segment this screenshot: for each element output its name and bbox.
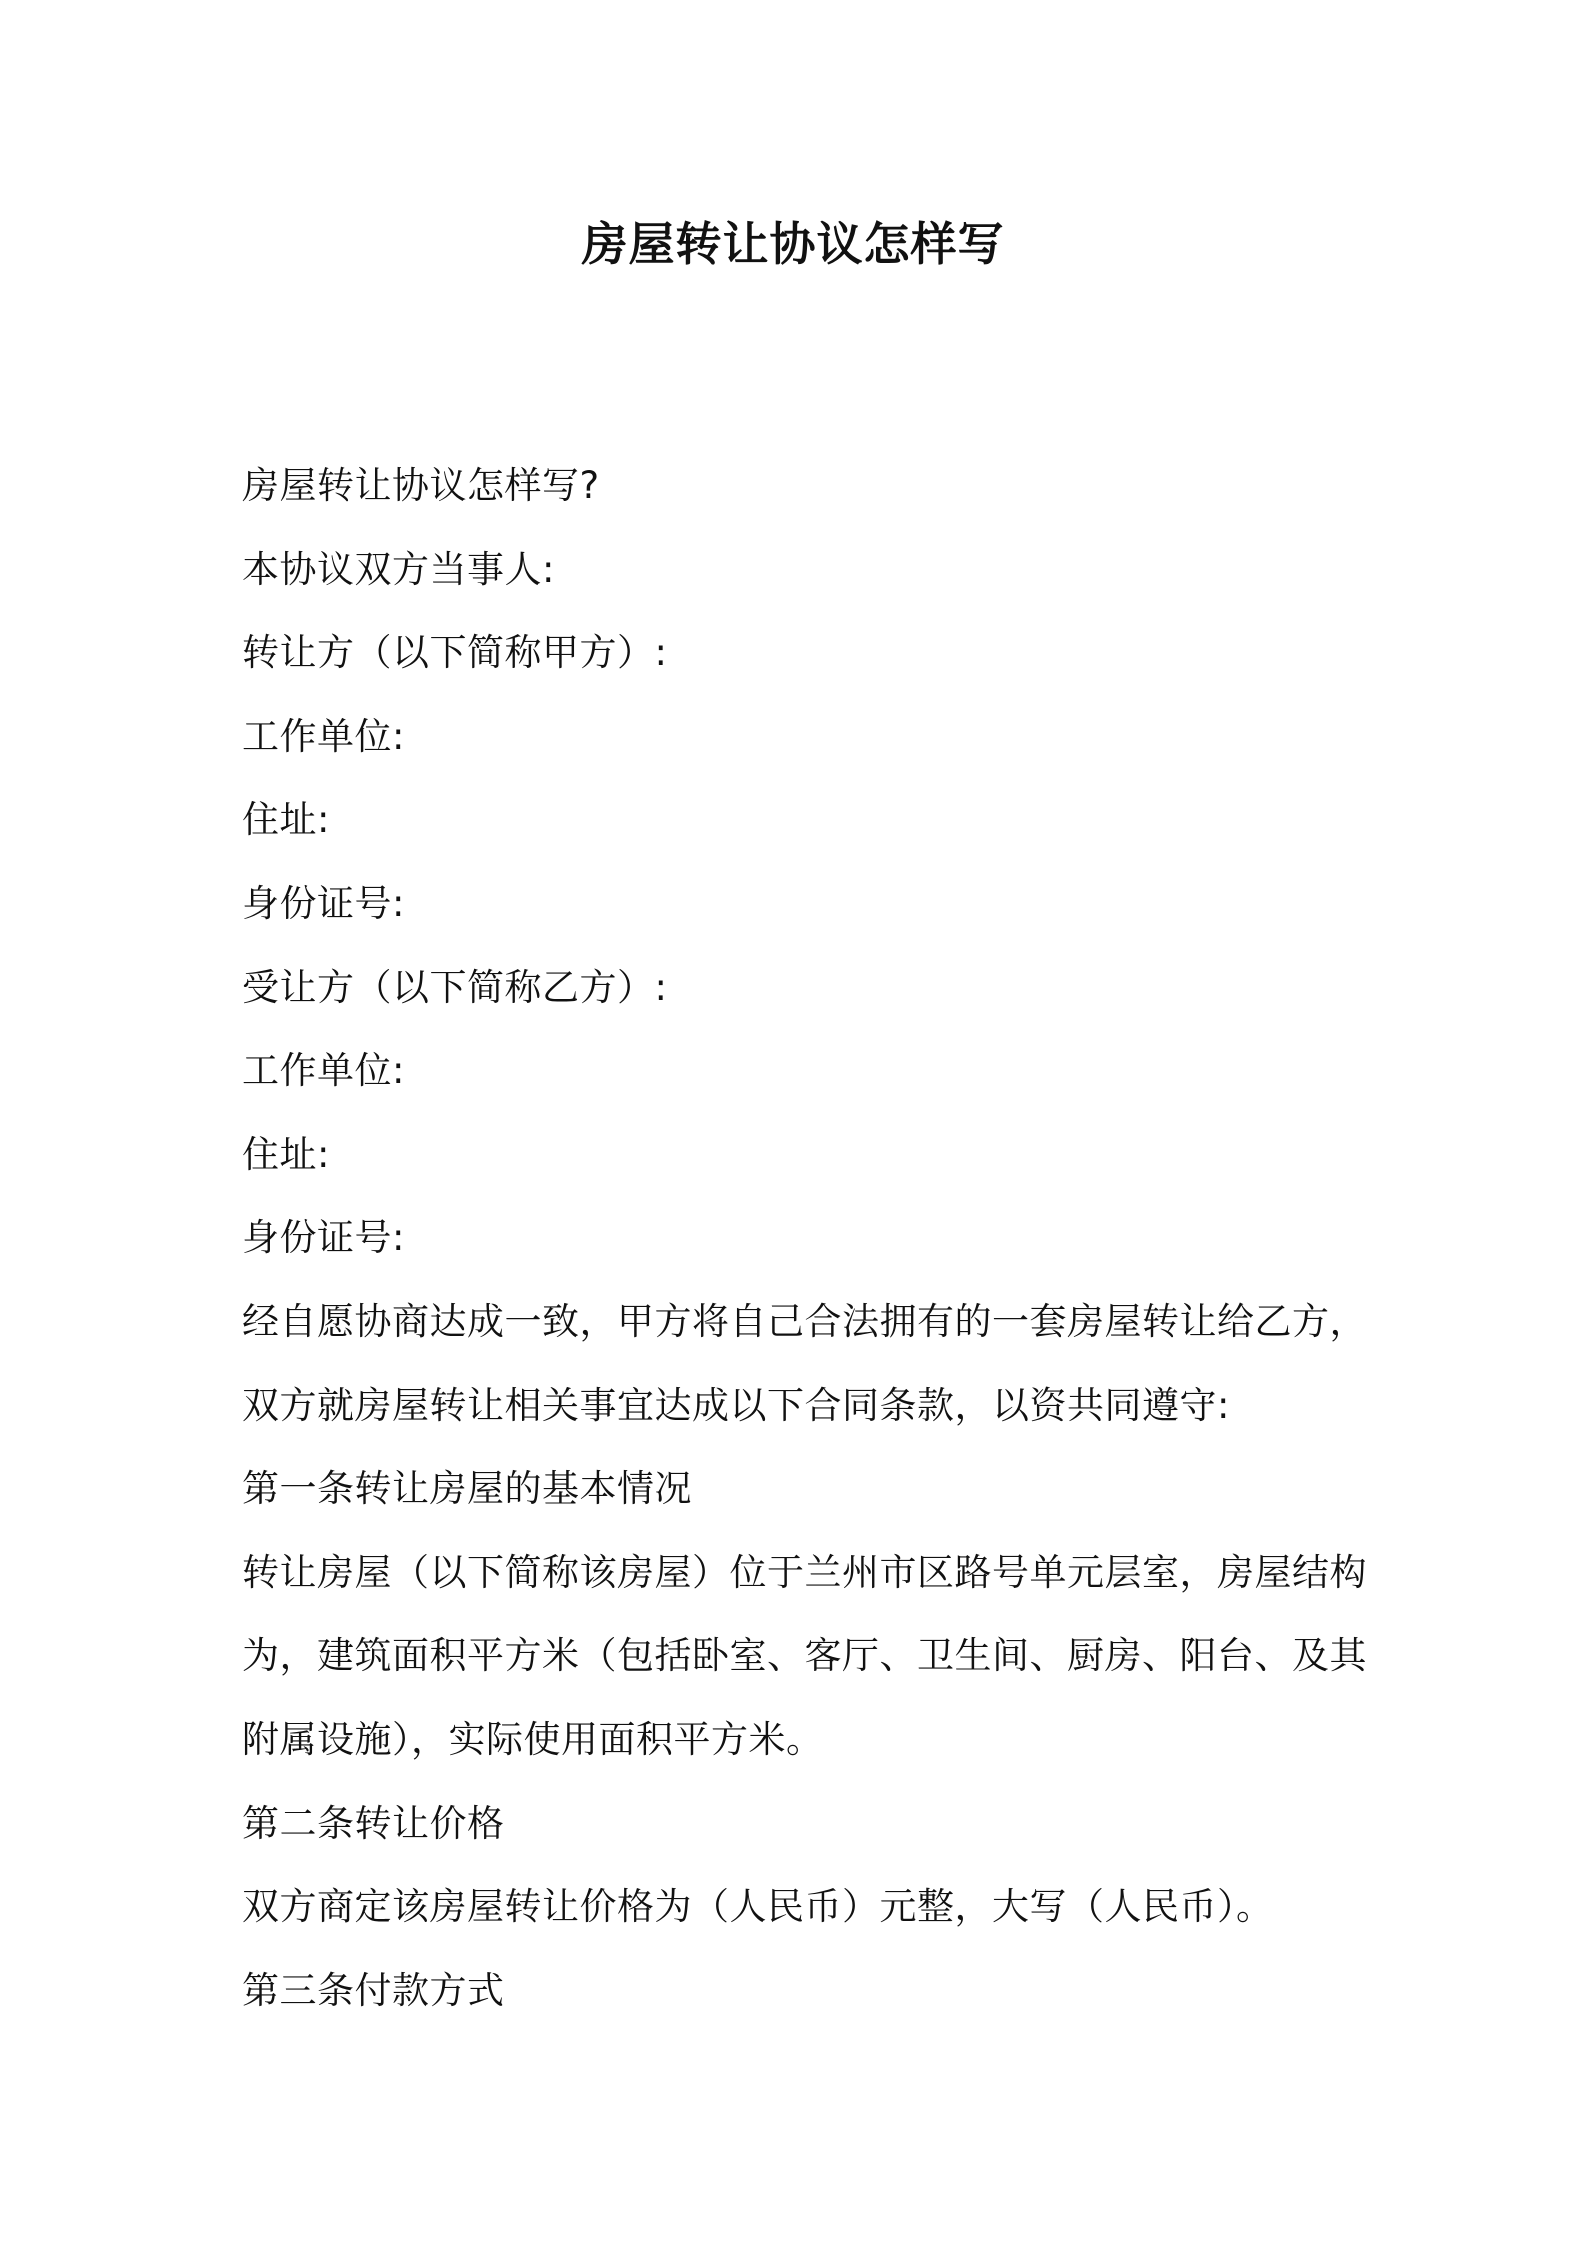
text-line: 转让房屋（以下简称该房屋）位于兰州市区路号单元层室，房屋结构 xyxy=(242,1550,1367,1594)
section-heading: 第三条付款方式 xyxy=(242,1968,505,2012)
text-line: 经自愿协商达成一致，甲方将自己合法拥有的一套房屋转让给乙方， xyxy=(242,1299,1367,1343)
text-line: 工作单位: xyxy=(242,1049,405,1093)
text-line: 转让方（以下简称甲方）: xyxy=(242,631,668,675)
document-title: 房屋转让协议怎样写 xyxy=(581,217,1005,271)
text-line: 双方商定该房屋转让价格为（人民币）元整，大写（人民币）。 xyxy=(242,1885,1274,1929)
text-line: 房屋转让协议怎样写? xyxy=(242,464,600,507)
section-heading: 第一条转让房屋的基本情况 xyxy=(242,1467,692,1511)
text-line: 本协议双方当事人: xyxy=(242,547,555,591)
document-body xyxy=(242,444,1367,2032)
text-line: 为，建筑面积平方米（包括卧室、客厅、卫生间、厨房、阳台、及其 xyxy=(242,1634,1367,1678)
text-line: 受让方（以下简称乙方）: xyxy=(242,965,668,1009)
text-line: 工作单位: xyxy=(242,714,405,758)
text-line: 住址: xyxy=(242,1132,330,1176)
text-line: 身份证号: xyxy=(242,1216,405,1260)
text-line: 附属设施），实际使用面积平方米。 xyxy=(242,1717,824,1761)
section-heading: 第二条转让价格 xyxy=(242,1801,505,1845)
text-line: 身份证号: xyxy=(242,881,405,925)
text-line: 住址: xyxy=(242,798,330,842)
text-line: 双方就房屋转让相关事宜达成以下合同条款，以资共同遵守: xyxy=(242,1383,1230,1427)
